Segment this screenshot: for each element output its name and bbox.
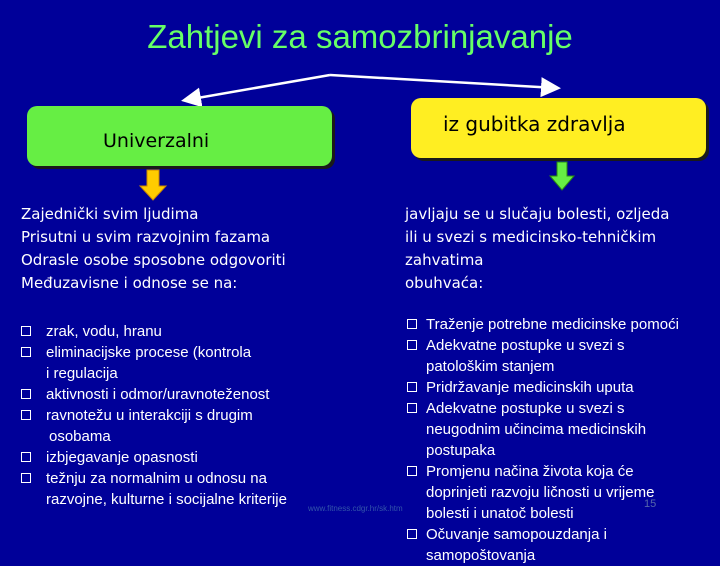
- left-description: [21, 203, 286, 295]
- checkbox-bullet-icon: [21, 410, 31, 420]
- iz-gubitka-zdravlja-box: [411, 98, 706, 158]
- checkbox-bullet-icon: [407, 319, 417, 329]
- list-item-continuation: razvojne, kulturne i socijalne kriterije: [46, 491, 287, 508]
- list-item-continuation: i regulacija: [46, 365, 118, 382]
- list-item-continuation: osobama: [49, 428, 111, 445]
- universal-needs-list: [19, 321, 287, 510]
- right-desc-line: zahvatima: [405, 251, 484, 269]
- list-item: izbjegavanje opasnosti: [19, 447, 287, 468]
- right-desc-line: javljaju se u slučaju bolesti, ozljeda: [405, 205, 670, 223]
- checkbox-bullet-icon: [21, 473, 31, 483]
- checkbox-bullet-icon: [21, 389, 31, 399]
- list-item: ravnotežu u interakciji s drugim: [19, 405, 287, 426]
- list-item-continuation: neugodnim učincima medicinskih: [426, 421, 647, 438]
- list-item: Adekvatne postupke u svezi s: [407, 398, 679, 419]
- checkbox-bullet-icon: [21, 452, 31, 462]
- checkbox-bullet-icon: [407, 466, 417, 476]
- list-item: Pridržavanje medicinskih uputa: [407, 377, 679, 398]
- checkbox-bullet-icon: [407, 340, 417, 350]
- checkbox-bullet-icon: [21, 347, 31, 357]
- list-item: Očuvanje samopouzdanja i: [407, 524, 679, 545]
- checkbox-bullet-icon: [407, 382, 417, 392]
- list-item-continuation: doprinjeti razvoju ličnosti u vrijeme: [426, 484, 655, 501]
- univerzalni-label: Univerzalni: [103, 130, 210, 152]
- list-item: Promjenu načina života koja će: [407, 461, 679, 482]
- right-desc-line: ili u svezi s medicinsko-tehničkim: [405, 228, 657, 246]
- arrow-to-zdravlja: [330, 75, 556, 88]
- right-description: [405, 203, 670, 295]
- list-item-continuation: postupaka: [426, 442, 496, 459]
- checkbox-bullet-icon: [21, 326, 31, 336]
- list-item: zrak, vodu, hranu: [19, 321, 287, 342]
- list-item: eliminacijske procese (kontrola: [19, 342, 287, 363]
- checkbox-bullet-icon: [407, 529, 417, 539]
- list-item-continuation: patološkim stanjem: [426, 358, 555, 375]
- univerzalni-box: [27, 106, 332, 166]
- list-item-continuation: samopoštovanja: [426, 547, 536, 564]
- left-desc-line: Prisutni u svim razvojnim fazama: [21, 228, 271, 246]
- list-item-continuation: bolesti i unatoč bolesti: [426, 505, 574, 522]
- arrow-to-univerzalni: [186, 75, 330, 100]
- list-item: aktivnosti i odmor/uravnoteženost: [19, 384, 287, 405]
- health-deviation-needs-list: [407, 314, 679, 566]
- right-desc-line: obuhvaća:: [405, 274, 484, 292]
- iz-gubitka-zdravlja-label: iz gubitka zdravlja: [443, 112, 626, 136]
- left-desc-line: Odrasle osobe sposobne odgovoriti: [21, 251, 286, 269]
- slide-title: Zahtjevi za samozbrinjavanje: [147, 18, 573, 55]
- down-arrow-right: [550, 162, 574, 190]
- footer-url: www.fitness.cdgr.hr/sk.htm: [308, 504, 403, 513]
- list-item: težnju za normalnim u odnosu na: [19, 468, 287, 489]
- list-item: Adekvatne postupke u svezi s: [407, 335, 679, 356]
- checkbox-bullet-icon: [407, 403, 417, 413]
- down-arrow-left: [140, 170, 166, 200]
- left-desc-line: Zajednički svim ljudima: [21, 205, 199, 223]
- left-desc-line: Međuzavisne i odnose se na:: [21, 274, 238, 292]
- page-number: 15: [644, 498, 657, 510]
- list-item: Traženje potrebne medicinske pomoći: [407, 314, 679, 335]
